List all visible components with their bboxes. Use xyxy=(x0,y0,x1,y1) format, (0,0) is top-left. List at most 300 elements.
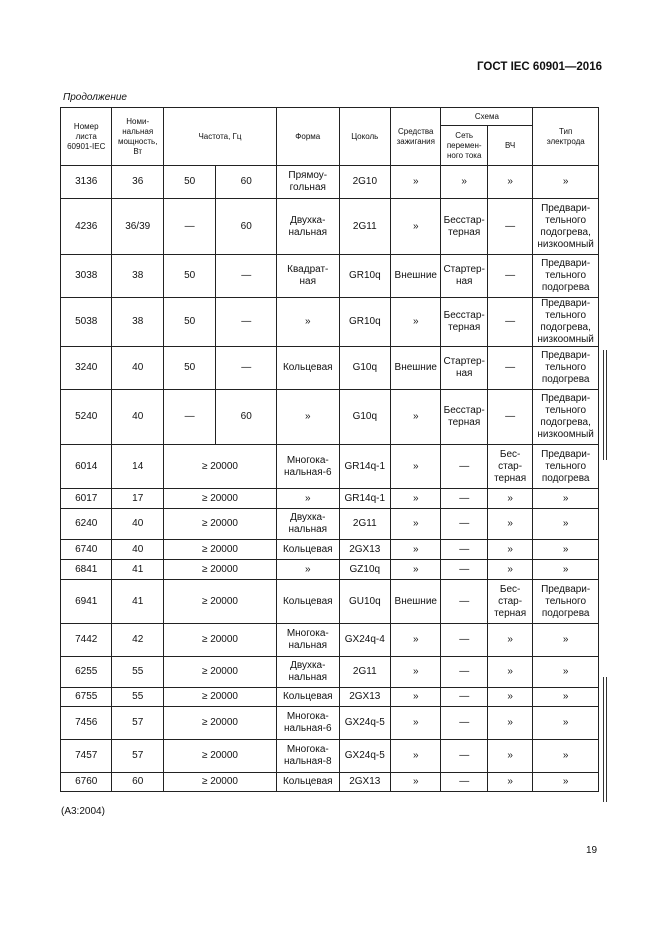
cell-ignition-line: » xyxy=(412,666,419,677)
table-header xyxy=(61,108,599,166)
cell-mains-line: Бесстар- xyxy=(443,310,485,321)
cell-electrode xyxy=(533,298,599,347)
table-row xyxy=(61,347,599,390)
cell-electrode-line: Предвари- xyxy=(541,448,591,460)
cell-frequency: ≥ 20000 xyxy=(163,657,276,688)
cell-sheet-number: 6255 xyxy=(61,657,112,688)
table-row xyxy=(61,580,599,624)
cell-shape xyxy=(276,509,339,540)
cell-mains-line: — xyxy=(459,518,470,529)
cell-electrode xyxy=(533,707,599,740)
cell-shape-line: нальная xyxy=(288,524,328,535)
cell-base: GX24q-4 xyxy=(339,624,390,657)
cell-mains xyxy=(441,347,487,390)
cell-hf-line: — xyxy=(505,411,516,422)
cell-frequency: ≥ 20000 xyxy=(163,773,276,792)
cell-ignition-line: » xyxy=(412,492,419,504)
cell-shape-line: нальная-6 xyxy=(284,723,332,734)
table-row xyxy=(61,688,599,707)
cell-ignition-line: » xyxy=(412,316,419,327)
cell-hf-line: Бес- xyxy=(499,448,521,460)
cell-power: 14 xyxy=(112,445,163,489)
cell-shape-line: Прямоу- xyxy=(288,170,328,181)
cell-ignition-line: » xyxy=(412,634,419,645)
cell-electrode-line: Предвари- xyxy=(541,583,591,595)
cell-hf-line: » xyxy=(507,518,513,529)
cell-ignition-line: » xyxy=(412,220,419,232)
cell-frequency: ≥ 20000 xyxy=(163,740,276,773)
cell-power: 55 xyxy=(112,688,163,707)
cell-mains xyxy=(441,509,487,540)
cell-shape xyxy=(276,688,339,707)
cell-shape-line: Многока- xyxy=(286,744,329,755)
cell-mains xyxy=(441,657,487,688)
cell-mains-line: — xyxy=(459,543,470,555)
cell-electrode xyxy=(533,688,599,707)
header-sheet-number: Номер листа 60901-IEC xyxy=(61,108,112,166)
table-row xyxy=(61,657,599,688)
cell-sheet-number: 4236 xyxy=(61,199,112,255)
change-bar xyxy=(603,677,604,802)
cell-power: 55 xyxy=(112,657,163,688)
cell-shape-line: ная xyxy=(299,276,317,287)
cell-hf-line: — xyxy=(505,362,516,373)
cell-hf xyxy=(487,509,532,540)
cell-shape xyxy=(276,390,339,445)
cell-ignition xyxy=(391,580,441,624)
cell-sheet-number: 6017 xyxy=(61,489,112,509)
table-row xyxy=(61,707,599,740)
cell-electrode-line: подогрева, xyxy=(540,417,591,428)
cell-hf-line: » xyxy=(507,776,513,787)
cell-ignition-line: » xyxy=(412,776,419,787)
cell-electrode-line: » xyxy=(562,776,569,787)
cell-ignition xyxy=(391,445,441,489)
cell-electrode-line: Предвари- xyxy=(541,350,591,361)
cell-base: 2G11 xyxy=(339,199,390,255)
cell-hf-line: » xyxy=(507,717,513,728)
cell-ignition xyxy=(391,509,441,540)
cell-shape-line: Кольцевая xyxy=(282,691,333,702)
cell-sheet-number: 5240 xyxy=(61,390,112,445)
cell-ignition-line: » xyxy=(412,717,419,728)
cell-shape-line: Квадрат- xyxy=(287,264,329,275)
cell-frequency-50: 50 xyxy=(163,347,215,390)
cell-ignition xyxy=(391,347,441,390)
cell-shape-line: Двухка- xyxy=(290,512,326,523)
cell-frequency-60: — xyxy=(216,298,277,347)
cell-shape-line: Многока- xyxy=(286,711,329,722)
cell-base: GZ10q xyxy=(339,560,390,580)
cell-electrode-line: Предвари- xyxy=(541,202,591,214)
cell-hf xyxy=(487,707,532,740)
cell-electrode-line: » xyxy=(562,563,569,575)
cell-hf-line: » xyxy=(507,750,513,761)
cell-shape-line: нальная xyxy=(288,672,328,683)
cell-hf xyxy=(487,624,532,657)
cell-electrode-line: » xyxy=(562,717,569,728)
cell-hf xyxy=(487,740,532,773)
cell-base: GR10q xyxy=(339,255,390,298)
cell-mains-line: терная xyxy=(448,226,481,238)
table-row xyxy=(61,624,599,657)
cell-base: 2GX13 xyxy=(339,773,390,792)
cell-ignition-line: » xyxy=(412,563,419,575)
cell-hf xyxy=(487,347,532,390)
cell-electrode-line: Предвари- xyxy=(541,298,591,309)
cell-power: 36/39 xyxy=(112,199,163,255)
cell-electrode-line: » xyxy=(562,492,569,504)
table-row xyxy=(61,390,599,445)
cell-power: 60 xyxy=(112,773,163,792)
cell-base: G10q xyxy=(339,390,390,445)
cell-mains-line: терная xyxy=(448,322,481,333)
cell-electrode-line: » xyxy=(562,666,569,677)
change-bar xyxy=(606,677,607,802)
cell-shape-line: Двухка- xyxy=(290,214,326,226)
cell-ignition-line: Внешние xyxy=(394,595,437,607)
cell-electrode xyxy=(533,390,599,445)
cell-hf-line: » xyxy=(507,543,513,555)
cell-ignition xyxy=(391,707,441,740)
cell-power: 40 xyxy=(112,347,163,390)
cell-shape xyxy=(276,298,339,347)
cell-hf xyxy=(487,540,532,560)
cell-power: 38 xyxy=(112,255,163,298)
cell-electrode xyxy=(533,540,599,560)
header-scheme: Схема xyxy=(441,108,533,126)
cell-base: GR10q xyxy=(339,298,390,347)
cell-frequency-60: 60 xyxy=(216,166,277,199)
table-row xyxy=(61,166,599,199)
cell-shape xyxy=(276,489,339,509)
cell-electrode-line: » xyxy=(562,634,569,645)
cell-ignition xyxy=(391,540,441,560)
table-row xyxy=(61,560,599,580)
cell-hf-line: терная xyxy=(494,607,527,619)
cell-ignition-line: Внешние xyxy=(394,270,437,281)
cell-frequency-60: — xyxy=(216,347,277,390)
cell-hf-line: » xyxy=(507,634,513,645)
cell-sheet-number: 6740 xyxy=(61,540,112,560)
cell-ignition-line: » xyxy=(412,176,419,187)
table-row xyxy=(61,489,599,509)
cell-mains-line: Бесстар- xyxy=(443,214,485,226)
document-header: ГОСТ IEC 60901—2016 xyxy=(477,61,602,73)
cell-electrode-line: » xyxy=(562,543,569,555)
cell-electrode-line: тельного xyxy=(545,460,587,472)
cell-electrode-line: » xyxy=(562,518,569,529)
cell-frequency: ≥ 20000 xyxy=(163,688,276,707)
cell-sheet-number: 6760 xyxy=(61,773,112,792)
cell-shape xyxy=(276,255,339,298)
cell-shape xyxy=(276,657,339,688)
cell-electrode-line: подогрева xyxy=(541,282,590,293)
cell-shape-line: Двухка- xyxy=(290,660,326,671)
cell-base: 2G11 xyxy=(339,657,390,688)
cell-hf xyxy=(487,688,532,707)
cell-electrode-line: тельного xyxy=(545,595,587,607)
cell-ignition xyxy=(391,688,441,707)
cell-sheet-number: 6841 xyxy=(61,560,112,580)
cell-shape xyxy=(276,580,339,624)
cell-electrode-line: подогрева, xyxy=(540,226,591,238)
cell-hf xyxy=(487,255,532,298)
cell-electrode xyxy=(533,166,599,199)
cell-electrode xyxy=(533,657,599,688)
cell-hf-line: — xyxy=(505,220,516,232)
cell-mains-line: — xyxy=(459,691,470,702)
cell-sheet-number: 7442 xyxy=(61,624,112,657)
cell-ignition-line: Внешние xyxy=(394,362,437,373)
cell-mains xyxy=(441,540,487,560)
table-row xyxy=(61,298,599,347)
cell-power: 40 xyxy=(112,540,163,560)
cell-ignition xyxy=(391,560,441,580)
cell-frequency: ≥ 20000 xyxy=(163,707,276,740)
cell-frequency-50: 50 xyxy=(163,255,215,298)
cell-hf xyxy=(487,166,532,199)
table-row xyxy=(61,445,599,489)
cell-mains-line: — xyxy=(459,717,470,728)
cell-electrode-line: низкоомный xyxy=(537,238,594,250)
cell-power: 41 xyxy=(112,560,163,580)
cell-mains xyxy=(441,199,487,255)
cell-mains-line: — xyxy=(459,776,470,787)
cell-shape-line: Многока- xyxy=(286,628,329,639)
cell-electrode xyxy=(533,445,599,489)
cell-mains-line: ная xyxy=(455,368,473,379)
cell-mains-line: — xyxy=(459,492,470,504)
cell-electrode-line: Предвари- xyxy=(541,258,591,269)
header-base: Цоколь xyxy=(339,108,390,166)
cell-power: 57 xyxy=(112,740,163,773)
cell-sheet-number: 7456 xyxy=(61,707,112,740)
cell-shape-line: Кольцевая xyxy=(282,776,333,787)
cell-hf xyxy=(487,657,532,688)
cell-power: 17 xyxy=(112,489,163,509)
cell-electrode-line: тельного xyxy=(545,310,587,321)
amendment-footnote: (A3:2004) xyxy=(61,806,105,817)
table-row xyxy=(61,255,599,298)
cell-electrode xyxy=(533,509,599,540)
cell-electrode xyxy=(533,199,599,255)
cell-electrode-line: низкоомный xyxy=(537,334,594,345)
cell-electrode-line: Предвари- xyxy=(541,393,591,404)
cell-mains xyxy=(441,166,487,199)
cell-electrode-line: » xyxy=(562,691,569,702)
cell-mains xyxy=(441,560,487,580)
table-row xyxy=(61,773,599,792)
cell-shape-line: Кольцевая xyxy=(282,362,333,373)
cell-hf xyxy=(487,390,532,445)
cell-mains xyxy=(441,298,487,347)
cell-hf-line: терная xyxy=(494,472,527,484)
header-power: Номи- нальная мощность, Вт xyxy=(112,108,163,166)
cell-mains xyxy=(441,445,487,489)
cell-electrode-line: подогрева xyxy=(541,607,590,619)
cell-hf xyxy=(487,445,532,489)
cell-sheet-number: 3136 xyxy=(61,166,112,199)
cell-shape xyxy=(276,199,339,255)
cell-electrode-line: подогрева, xyxy=(540,322,591,333)
cell-electrode-line: тельного xyxy=(545,405,587,416)
cell-electrode xyxy=(533,580,599,624)
cell-hf xyxy=(487,199,532,255)
cell-ignition xyxy=(391,390,441,445)
cell-shape xyxy=(276,740,339,773)
cell-frequency: ≥ 20000 xyxy=(163,624,276,657)
cell-mains xyxy=(441,390,487,445)
cell-frequency: ≥ 20000 xyxy=(163,489,276,509)
cell-ignition xyxy=(391,298,441,347)
cell-mains-line: Стартер- xyxy=(443,356,485,367)
cell-sheet-number: 6755 xyxy=(61,688,112,707)
table-caption: Продолжение xyxy=(63,92,127,103)
cell-base: GX24q-5 xyxy=(339,707,390,740)
cell-ignition xyxy=(391,624,441,657)
cell-sheet-number: 3038 xyxy=(61,255,112,298)
cell-power: 36 xyxy=(112,166,163,199)
cell-base: 2GX13 xyxy=(339,540,390,560)
cell-shape-line: нальная xyxy=(288,226,328,238)
cell-shape-line: нальная xyxy=(288,640,328,651)
cell-hf-line: — xyxy=(505,270,516,281)
cell-ignition xyxy=(391,773,441,792)
cell-base: 2G11 xyxy=(339,509,390,540)
cell-hf-line: стар- xyxy=(498,460,523,472)
cell-base: 2G10 xyxy=(339,166,390,199)
cell-mains-line: — xyxy=(459,634,470,645)
cell-hf xyxy=(487,580,532,624)
cell-frequency-60: 60 xyxy=(216,199,277,255)
cell-mains xyxy=(441,740,487,773)
cell-electrode-line: » xyxy=(562,176,569,187)
cell-electrode-line: подогрева xyxy=(541,374,590,385)
cell-shape-line: гольная xyxy=(289,182,326,193)
cell-power: 40 xyxy=(112,509,163,540)
cell-mains-line: — xyxy=(459,750,470,761)
cell-electrode-line: тельного xyxy=(545,362,587,373)
table-row xyxy=(61,740,599,773)
cell-sheet-number: 6014 xyxy=(61,445,112,489)
cell-power: 41 xyxy=(112,580,163,624)
cell-mains xyxy=(441,580,487,624)
cell-mains-line: — xyxy=(459,563,470,575)
cell-ignition xyxy=(391,255,441,298)
table-row xyxy=(61,199,599,255)
cell-base: GU10q xyxy=(339,580,390,624)
cell-hf-line: » xyxy=(507,691,513,702)
cell-ignition-line: » xyxy=(412,460,419,472)
cell-power: 57 xyxy=(112,707,163,740)
cell-shape xyxy=(276,773,339,792)
cell-frequency: ≥ 20000 xyxy=(163,509,276,540)
table-row xyxy=(61,540,599,560)
cell-power: 38 xyxy=(112,298,163,347)
cell-hf-line: стар- xyxy=(498,595,523,607)
cell-electrode-line: » xyxy=(562,750,569,761)
cell-shape-line: нальная-8 xyxy=(284,756,332,767)
cell-hf xyxy=(487,298,532,347)
cell-frequency: ≥ 20000 xyxy=(163,445,276,489)
cell-shape xyxy=(276,560,339,580)
cell-mains-line: — xyxy=(459,666,470,677)
cell-frequency: ≥ 20000 xyxy=(163,540,276,560)
cell-mains xyxy=(441,707,487,740)
cell-mains-line: » xyxy=(461,176,467,187)
cell-shape xyxy=(276,347,339,390)
cell-shape-line: Кольцевая xyxy=(282,543,333,555)
cell-mains-line: Стартер- xyxy=(443,264,485,275)
cell-shape-line: » xyxy=(304,492,311,504)
cell-electrode xyxy=(533,773,599,792)
cell-electrode-line: тельного xyxy=(545,270,587,281)
cell-ignition xyxy=(391,740,441,773)
change-bar xyxy=(603,350,604,460)
cell-base: 2GX13 xyxy=(339,688,390,707)
cell-shape-line: » xyxy=(304,316,311,327)
header-ignition: Средства зажигания xyxy=(391,108,441,166)
cell-shape xyxy=(276,540,339,560)
cell-ignition xyxy=(391,199,441,255)
cell-frequency-60: — xyxy=(216,255,277,298)
cell-power: 42 xyxy=(112,624,163,657)
cell-frequency-50: — xyxy=(163,390,215,445)
cell-mains-line: ная xyxy=(455,276,473,287)
cell-shape-line: » xyxy=(304,563,311,575)
cell-shape xyxy=(276,445,339,489)
cell-frequency-60: 60 xyxy=(216,390,277,445)
cell-sheet-number: 5038 xyxy=(61,298,112,347)
cell-electrode xyxy=(533,255,599,298)
cell-sheet-number: 7457 xyxy=(61,740,112,773)
cell-sheet-number: 6941 xyxy=(61,580,112,624)
cell-hf xyxy=(487,773,532,792)
cell-ignition-line: » xyxy=(412,411,419,422)
cell-electrode-line: тельного xyxy=(545,214,587,226)
cell-shape xyxy=(276,624,339,657)
cell-frequency-50: 50 xyxy=(163,298,215,347)
cell-frequency-50: 50 xyxy=(163,166,215,199)
cell-ignition-line: » xyxy=(412,543,419,555)
cell-electrode-line: низкоомный xyxy=(537,429,594,440)
lamp-data-table xyxy=(60,107,599,792)
cell-shape xyxy=(276,166,339,199)
cell-sheet-number: 3240 xyxy=(61,347,112,390)
cell-mains xyxy=(441,255,487,298)
cell-power: 40 xyxy=(112,390,163,445)
cell-hf-line: Бес- xyxy=(499,583,521,595)
cell-ignition-line: » xyxy=(412,750,419,761)
cell-mains-line: — xyxy=(459,595,470,607)
cell-sheet-number: 6240 xyxy=(61,509,112,540)
cell-shape-line: Многока- xyxy=(286,454,329,466)
cell-electrode xyxy=(533,624,599,657)
cell-mains xyxy=(441,688,487,707)
cell-frequency: ≥ 20000 xyxy=(163,560,276,580)
change-bar xyxy=(606,350,607,460)
cell-ignition xyxy=(391,166,441,199)
cell-mains-line: терная xyxy=(448,417,481,428)
cell-hf-line: — xyxy=(505,316,516,327)
cell-mains xyxy=(441,773,487,792)
cell-electrode xyxy=(533,560,599,580)
cell-frequency-50: — xyxy=(163,199,215,255)
header-mains: Сеть перемен- ного тока xyxy=(441,126,487,166)
cell-electrode xyxy=(533,347,599,390)
cell-hf-line: » xyxy=(507,666,513,677)
